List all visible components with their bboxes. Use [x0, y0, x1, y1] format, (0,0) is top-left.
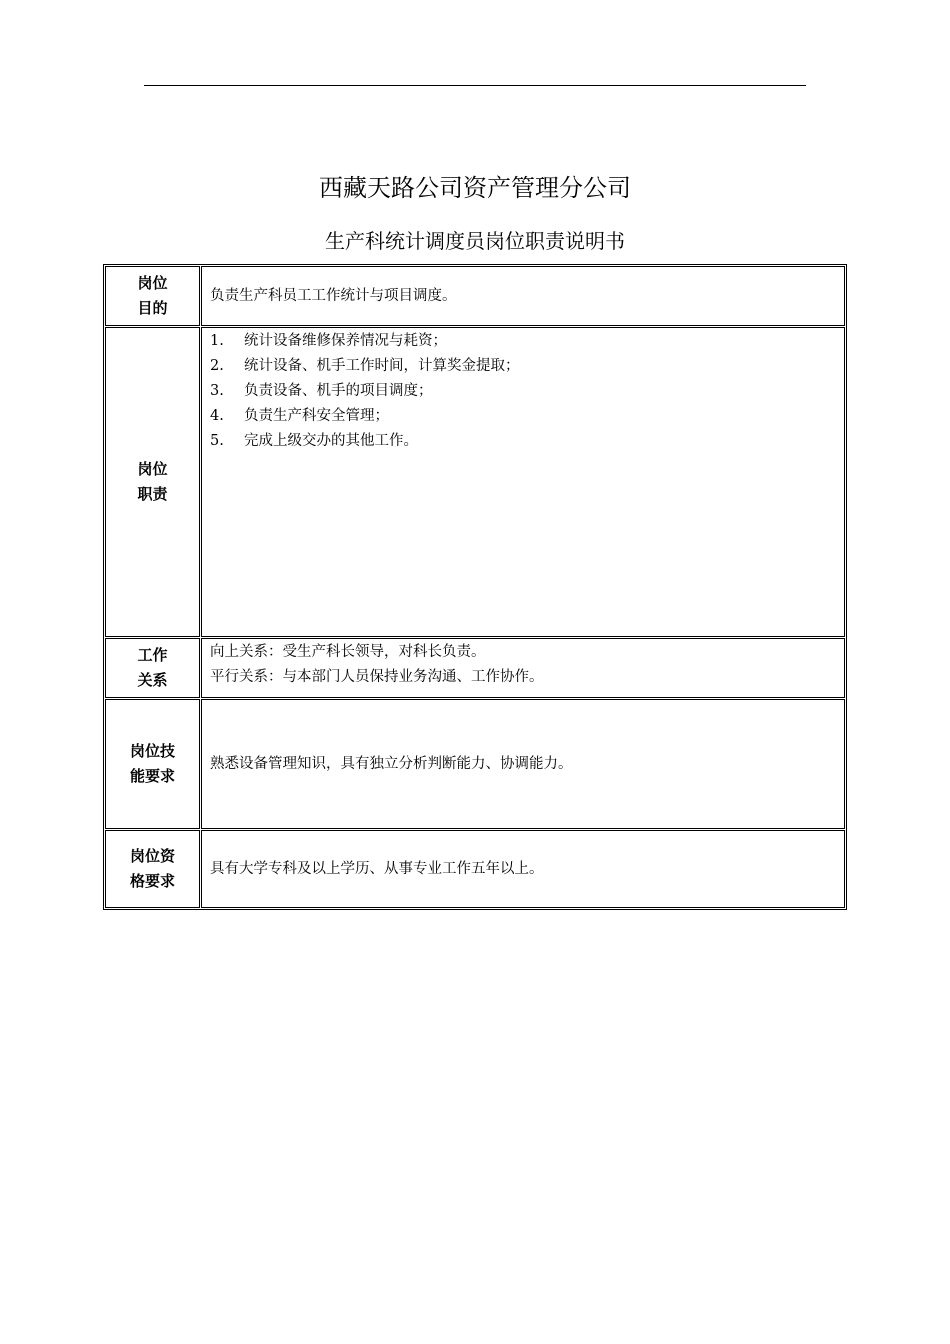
purpose-label [105, 266, 200, 326]
list-item [210, 404, 844, 429]
relations-label [105, 638, 200, 698]
document-subtitle: 生产科统计调度员岗位职责说明书 [325, 229, 625, 253]
header-rule [144, 85, 806, 86]
list-number: 2. [210, 358, 224, 374]
list-number: 3. [210, 383, 224, 399]
skills-label [105, 699, 200, 829]
duties-list [201, 327, 845, 637]
qualifications-text: 具有大学专科及以上学历、从事专业工作五年以上。 [201, 830, 845, 908]
list-item [210, 354, 844, 379]
purpose-text: 负责生产科员工工作统计与项目调度。 [201, 266, 845, 326]
list-number: 4. [210, 408, 224, 424]
qualifications-label [105, 830, 200, 908]
duties-label [105, 327, 200, 637]
list-text: 完成上级交办的其他工作。 [244, 433, 418, 449]
upward-relation: 向上关系：受生产科长领导，对科长负责。 [210, 644, 486, 660]
label-line: 目的 [137, 299, 168, 317]
purpose-row [105, 266, 845, 326]
label-line: 岗位 [137, 460, 168, 478]
label-line: 格要求 [129, 872, 175, 890]
list-text: 负责生产科安全管理； [244, 408, 389, 424]
duties-row [105, 327, 845, 637]
list-item [210, 429, 844, 454]
document-title: 西藏天路公司资产管理分公司 [319, 174, 631, 202]
parallel-relation: 平行关系：与本部门人员保持业务沟通、工作协作。 [210, 669, 544, 685]
list-number: 1. [210, 333, 224, 349]
skills-row [105, 699, 845, 829]
job-description-table [103, 264, 847, 910]
relations-text [201, 638, 845, 698]
label-line: 岗位资 [129, 847, 175, 865]
label-line: 工作 [137, 646, 168, 664]
relations-row [105, 638, 845, 698]
label-line: 能要求 [129, 767, 175, 785]
list-number: 5. [210, 433, 224, 449]
list-item [210, 329, 844, 354]
label-line: 职责 [137, 485, 168, 503]
label-line: 岗位 [137, 274, 168, 292]
list-text: 统计设备维修保养情况与耗资； [244, 333, 447, 349]
label-line: 关系 [137, 671, 168, 689]
list-item [210, 379, 844, 404]
qualifications-row [105, 830, 845, 908]
skills-text: 熟悉设备管理知识，具有独立分析判断能力、协调能力。 [201, 699, 845, 829]
label-line: 岗位技 [129, 742, 175, 760]
list-text: 统计设备、机手工作时间，计算奖金提取； [244, 358, 520, 374]
list-text: 负责设备、机手的项目调度； [244, 383, 433, 399]
